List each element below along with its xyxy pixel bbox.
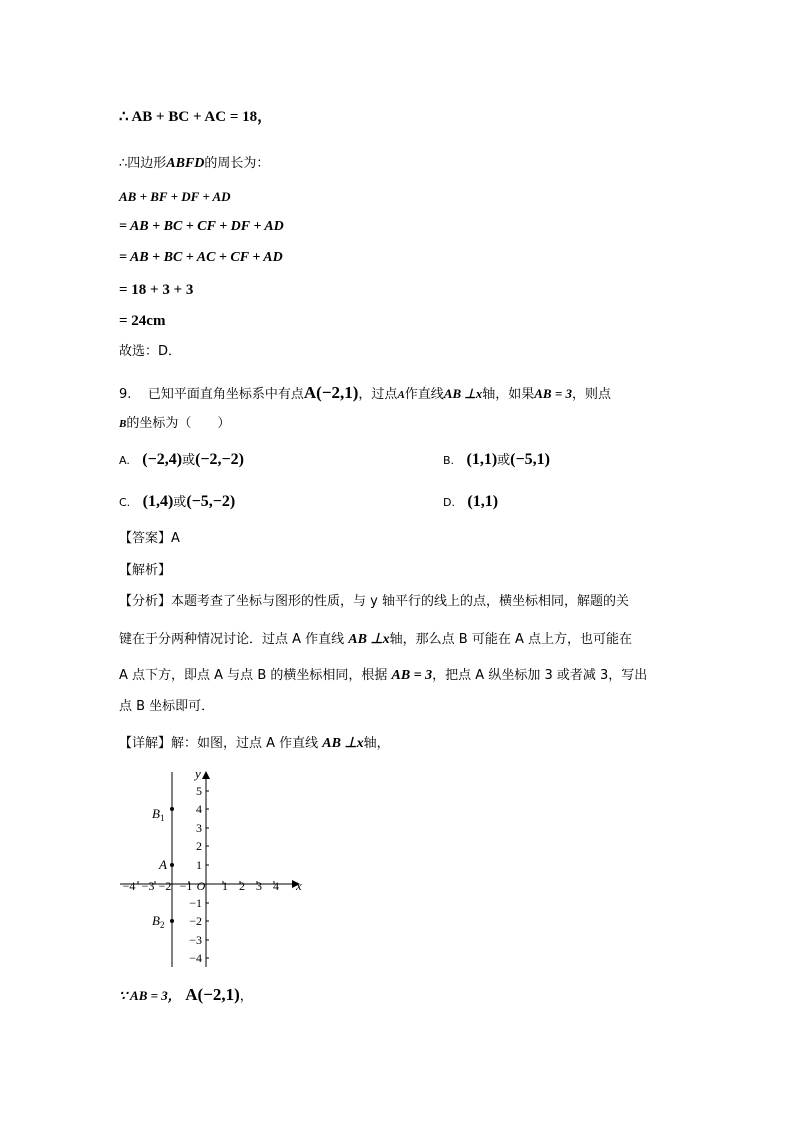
answer-line: 【答案】A — [119, 531, 180, 546]
text: ，则点 — [571, 387, 611, 402]
y-tick-label: 3 — [196, 821, 202, 835]
point-b1 — [170, 807, 174, 811]
text: 轴，那么点 B 可能在 A 点上方，也可能在 — [389, 632, 633, 647]
text: 【详解】解：如图，过点 A 作直线 — [119, 736, 323, 751]
option-value: (1,1) — [466, 451, 498, 468]
option-d — [443, 494, 498, 510]
question-number: 9. — [119, 387, 132, 402]
math-text: ∴ AB + BC + AC = 18， — [119, 109, 273, 125]
option-label: B. — [443, 454, 455, 467]
text: ， — [239, 989, 253, 1004]
text: ，把点 A 纵坐标加 3 或者减 3，写出 — [432, 668, 648, 683]
x-tick-label: −2 — [158, 879, 172, 893]
option-b — [443, 452, 550, 468]
point-b2 — [170, 919, 174, 923]
detail-line — [119, 736, 390, 751]
math-b: B — [119, 418, 127, 430]
x-tick-label: −1 — [179, 879, 193, 893]
derivation-line-5: = AB + BC + AC + CF + AD — [119, 250, 283, 265]
text: ，过点 — [358, 387, 398, 402]
math-ab-3: AB = 3 — [534, 386, 572, 401]
option-value: (1,1) — [467, 493, 499, 510]
x-axis-label: x — [296, 878, 302, 893]
math-ab-perp-x: AB ⊥x — [322, 736, 364, 751]
final-line — [119, 986, 253, 1003]
point-b2-label: $B_2$ — [152, 913, 165, 930]
text: 或 — [497, 453, 511, 468]
y-tick-labels — [189, 784, 202, 965]
conclusion-line: 故选：D． — [119, 344, 182, 359]
text: 或 — [173, 495, 187, 510]
derivation-line-4: = AB + BC + CF + DF + AD — [119, 219, 284, 234]
derivation-line-2 — [119, 156, 269, 171]
point-a: A(−2,1) — [303, 383, 359, 402]
text: A 点下方，即点 A 与点 B 的横坐标相同，根据 — [119, 668, 392, 683]
option-label: A. — [119, 454, 130, 467]
option-c — [119, 494, 235, 510]
math-text: ∵ AB = 3， — [119, 988, 181, 1003]
x-tick-label: 4 — [273, 879, 279, 893]
derivation-line-7: = 24cm — [119, 313, 166, 329]
derivation-line-3: AB + BF + DF + AD — [119, 189, 231, 204]
text: 的周长为： — [204, 156, 270, 171]
x-tick-label: −4 — [122, 879, 136, 893]
math-ab-perp-x: AB ⊥x — [348, 632, 390, 647]
y-tick-label: 2 — [196, 839, 202, 853]
y-axis-label: y — [195, 766, 201, 781]
coordinate-figure — [115, 762, 315, 970]
math-a: A — [397, 389, 405, 401]
y-tick-label: 4 — [196, 802, 202, 816]
y-tick-label: −4 — [189, 951, 202, 965]
text: 轴，如果 — [482, 387, 535, 402]
derivation-line-6: = 18 + 3 + 3 — [119, 282, 194, 298]
analysis-row-1: 【分析】本题考查了坐标与图形的性质，与 y 轴平行的线上的点，横坐标相同，解题的关 — [119, 594, 629, 609]
analysis-row-2 — [119, 632, 632, 647]
point-a — [170, 863, 174, 867]
text: ∴四边形 — [119, 156, 167, 171]
option-label: C. — [119, 496, 131, 509]
y-tick-label: 1 — [196, 858, 202, 872]
y-tick-label: −1 — [189, 896, 202, 910]
option-value: (−2,−2) — [195, 451, 244, 468]
option-value: (1,4) — [142, 493, 174, 510]
y-tick-label: 5 — [196, 784, 202, 798]
derivation-line-1 — [119, 110, 272, 125]
option-a — [119, 452, 244, 468]
text: 或 — [182, 453, 196, 468]
x-tick-label: 3 — [256, 879, 262, 893]
x-tick-label: 1 — [222, 879, 228, 893]
option-value: (−2,4) — [142, 451, 183, 468]
point-b1-label: $B_1$ — [152, 806, 165, 823]
math-ab-perp-x: AB ⊥x — [443, 386, 483, 401]
analysis-heading: 【解析】 — [119, 563, 172, 578]
math-text: ABFD — [166, 156, 205, 171]
option-value: (−5,1) — [510, 451, 550, 468]
question-9-line-1 — [119, 384, 611, 401]
text: 已知平面直角坐标系中有点 — [147, 387, 304, 402]
x-tick-label: −3 — [141, 879, 155, 893]
analysis-row-4: 点 B 坐标即可． — [119, 699, 215, 714]
text: 作直线 — [404, 387, 444, 402]
math-ab-3: AB = 3 — [391, 668, 433, 683]
point-a: A(−2,1) — [185, 985, 240, 1004]
text: 键在于分两种情况讨论．过点 A 作直线 — [119, 632, 349, 647]
origin-label: O — [196, 879, 206, 893]
y-tick-label: −2 — [189, 914, 202, 928]
text: 轴， — [363, 736, 390, 751]
option-value: (−5,−2) — [186, 493, 236, 510]
analysis-row-3 — [119, 668, 647, 683]
y-tick-label: −3 — [189, 933, 202, 947]
question-9-line-2 — [119, 416, 230, 430]
x-tick-label: 2 — [239, 879, 245, 893]
text: 的坐标为（ ） — [126, 416, 231, 431]
option-label: D. — [443, 496, 455, 509]
point-a-label: A — [159, 857, 167, 872]
